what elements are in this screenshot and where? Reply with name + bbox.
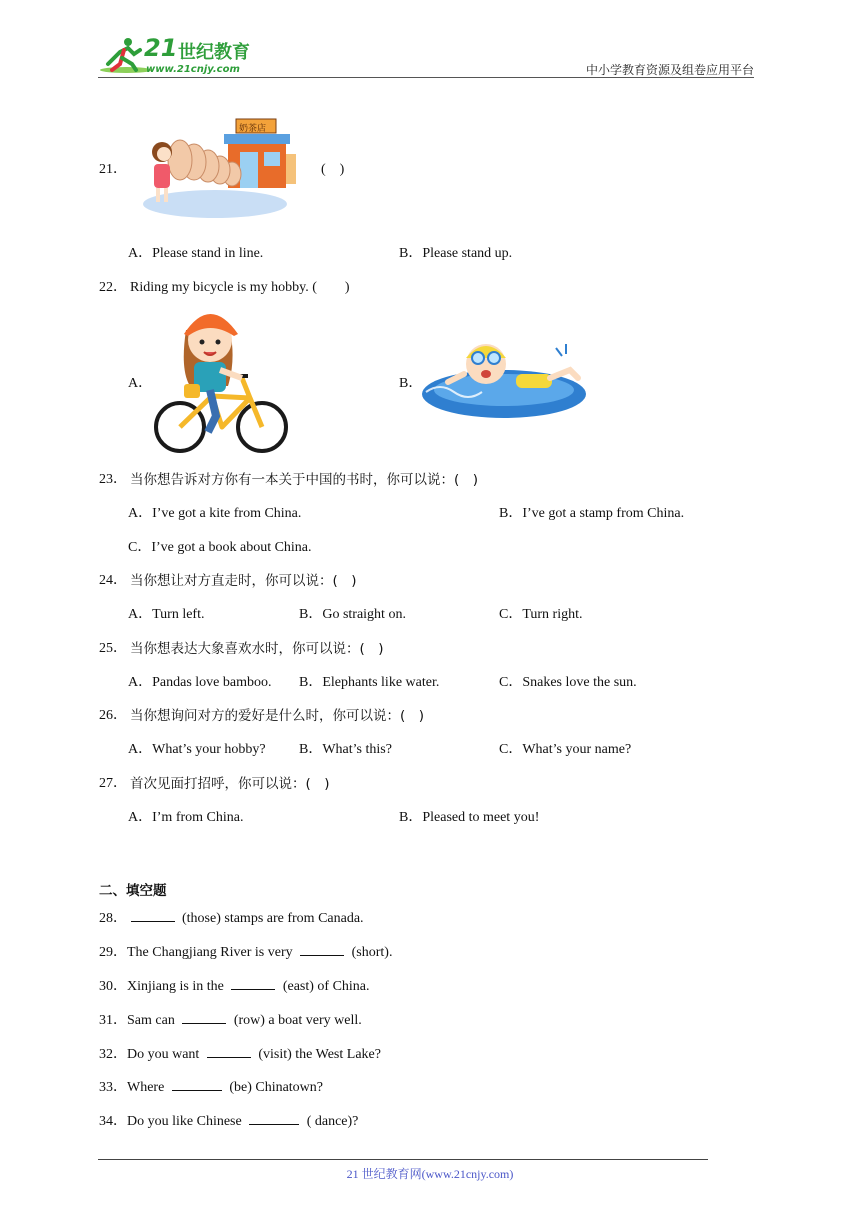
fill-question-29 [99,941,392,961]
queue-at-shop-image [140,112,300,220]
fill-number: 33． [99,1080,127,1095]
fill-before: Sam can [127,1013,175,1028]
answer-blank[interactable] [131,909,175,922]
q21-answer-paren: ( ) [321,162,345,177]
q23-option-b[interactable]: B．I’ve got a stamp from China. [499,506,685,521]
q25-number: 25． [99,641,127,656]
fill-number: 32． [99,1047,127,1062]
answer-blank[interactable] [231,977,275,990]
section-title-fill-in: 二、填空题 [99,883,167,899]
girl-riding-bicycle-image[interactable] [150,300,296,458]
fill-question-34 [99,1110,358,1130]
logo-chinese: 世纪教育 [178,42,250,63]
fill-number: 34． [99,1114,127,1129]
platform-title: 中小学教育资源及组卷应用平台 [585,63,754,77]
q25-option-c[interactable]: C．Snakes love the sun. [499,675,637,690]
fill-after: (those) stamps are from Canada. [182,911,364,926]
fill-number: 30． [99,979,127,994]
fill-after: (visit) the West Lake? [258,1047,381,1062]
fill-number: 31． [99,1013,127,1028]
q27-text: 首次见面打招呼，你可以说：( ) [130,776,330,792]
fill-after: (be) Chinatown? [229,1080,324,1095]
fill-question-33 [99,1076,323,1096]
fill-before: Xinjiang is in the [127,979,224,994]
q22-number: 22． [99,280,127,295]
q23-text: 当你想告诉对方你有一本关于中国的书时，你可以说：( ) [130,472,479,488]
q24-option-c[interactable]: C．Turn right. [499,607,583,622]
header-divider [98,77,754,78]
logo-number: 21 [144,34,178,62]
q21-option-b[interactable]: B．Please stand up. [399,246,513,261]
q23-number: 23． [99,472,127,487]
fill-before: The Changjiang River is very [127,945,293,960]
q26-option-c[interactable]: C．What’s your name? [499,742,632,757]
fill-before: Do you want [127,1047,200,1062]
q24-option-a[interactable]: A．Turn left. [128,607,205,622]
q22-option-b[interactable]: B． [399,376,423,391]
fill-before: Do you like Chinese [127,1114,242,1129]
fill-question-31 [99,1009,362,1029]
q26-text: 当你想询问对方的爱好是什么时，你可以说：( ) [130,708,425,724]
answer-blank[interactable] [172,1078,222,1091]
q26-number: 26． [99,708,127,723]
answer-blank[interactable] [207,1045,251,1058]
q24-number: 24． [99,573,127,588]
fill-after: (row) a boat very well. [233,1013,362,1028]
q26-option-a[interactable]: A．What’s your hobby? [128,742,266,757]
q22-option-a[interactable]: A． [128,376,153,391]
boy-swimming-image[interactable] [420,334,586,422]
fill-number: 29． [99,945,127,960]
q21-number: 21． [99,162,127,177]
q23-option-a[interactable]: A．I’ve got a kite from China. [128,506,302,521]
site-logo [94,34,264,80]
q23-option-c[interactable]: C．I’ve got a book about China. [128,540,312,555]
q25-option-b[interactable]: B．Elephants like water. [299,675,440,690]
q25-text: 当你想表达大象喜欢水时，你可以说：( ) [130,641,384,657]
q27-number: 27． [99,776,127,791]
q26-option-b[interactable]: B．What’s this? [299,742,392,757]
q27-option-a[interactable]: A．I’m from China. [128,810,244,825]
answer-blank[interactable] [300,943,344,956]
footer-divider [98,1159,708,1160]
fill-number: 28． [99,911,127,926]
fill-after: (short). [351,945,393,960]
fill-after: (east) of China. [282,979,370,994]
footer-site-link[interactable]: 21 世纪教育网(www.21cnjy.com) [346,1167,514,1181]
q27-option-b[interactable]: B．Pleased to meet you! [399,810,540,825]
shop-sign: 奶茶店 [239,124,267,134]
fill-question-32 [99,1043,381,1063]
fill-question-28 [99,907,364,927]
answer-blank[interactable] [182,1011,226,1024]
q24-text: 当你想让对方直走时，你可以说：( ) [130,573,357,589]
q24-option-b[interactable]: B．Go straight on. [299,607,406,622]
logo-url: www.21cnjy.com [146,64,240,75]
q25-option-a[interactable]: A．Pandas love bamboo. [128,675,272,690]
answer-blank[interactable] [249,1112,299,1125]
q22-text: Riding my bicycle is my hobby. ( ) [130,280,350,295]
fill-question-30 [99,975,370,995]
q21-option-a[interactable]: A．Please stand in line. [128,246,264,261]
fill-before: Where [127,1080,165,1095]
fill-after: ( dance)? [306,1114,359,1129]
